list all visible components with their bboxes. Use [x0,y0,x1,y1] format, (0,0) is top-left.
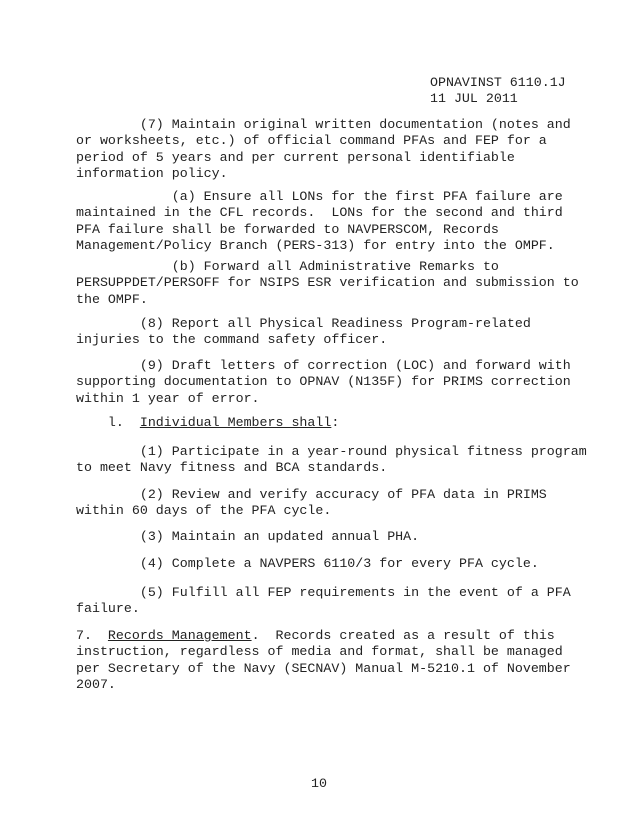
paragraph-k7a [76,189,563,254]
paragraph-k7 [76,117,571,182]
text-line: injuries to the command safety officer. [76,332,388,348]
text-line: PERSUPPDET/PERSOFF for NSIPS ESR verification and submission to [76,275,579,291]
section-title: Individual Members shall [139,415,332,430]
text-line: Management/Policy Branch (PERS-313) for entry into the OMPF. [76,237,555,253]
text-line: per Secretary of the Navy (SECNAV) Manual M-5210.1 of November [76,660,571,676]
text-line: to meet Navy fitness and BCA standards. [76,460,388,476]
text-line: information policy. [76,165,228,181]
document-header [430,75,566,108]
text-line: (8) Report all Physical Readiness Program-related [76,316,531,331]
paragraph-l5 [76,585,571,618]
text-line: within 1 year of error. [76,390,260,406]
instruction-number: OPNAVINST 6110.1J [430,75,566,90]
paragraph-l4 [76,556,539,572]
section-title: Records Management [107,628,252,643]
instruction-date: 11 JUL 2011 [430,91,518,107]
text-line: within 60 days of the PFA cycle. [76,503,332,519]
text-line: or worksheets, etc.) of official command PFAs and FEP for a [76,133,547,149]
text-line: (5) Fulfill all FEP requirements in the event of a PFA [76,585,571,600]
text-line: (3) Maintain an updated annual PHA. [76,529,420,544]
text-line: supporting documentation to OPNAV (N135F) for PRIMS correction [76,374,571,390]
page-number: 10 [311,776,327,791]
section-colon: : [331,415,340,430]
paragraph-k9 [76,358,571,407]
section-l-heading [76,415,339,431]
section-7-heading [76,628,571,644]
paragraph-l3 [76,529,419,545]
text-line: (b) Forward all Administrative Remarks to [76,259,499,274]
text-line: (2) Review and verify accuracy of PFA data in PRIMS [76,487,547,502]
section-label: l. [76,415,140,430]
text-line: PFA failure shall be forwarded to NAVPERSCOM, Records [76,221,499,237]
section-label: 7. [76,628,108,643]
text-line: (1) Participate in a year-round physical fitness program [76,444,587,459]
paragraph-l1 [76,444,587,477]
text-line: 2007. [76,676,116,692]
text-line: instruction, regardless of media and format, shall be managed [76,644,563,660]
text-line: the OMPF. [76,291,148,307]
text-line: (a) Ensure all LONs for the first PFA failure are [76,189,563,204]
section-text: . Records created as a result of this [251,628,555,643]
text-line: (4) Complete a NAVPERS 6110/3 for every PFA cycle. [76,556,539,571]
text-line: (7) Maintain original written documentation (notes and [76,117,571,132]
section-7 [76,628,571,693]
paragraph-k8 [76,316,531,349]
text-line: maintained in the CFL records. LONs for the second and third [76,205,563,221]
paragraph-k7b [76,259,579,308]
text-line: (9) Draft letters of correction (LOC) and forward with [76,358,571,373]
paragraph-l2 [76,487,547,520]
text-line: failure. [76,601,140,617]
text-line: period of 5 years and per current personal identifiable [76,149,515,165]
